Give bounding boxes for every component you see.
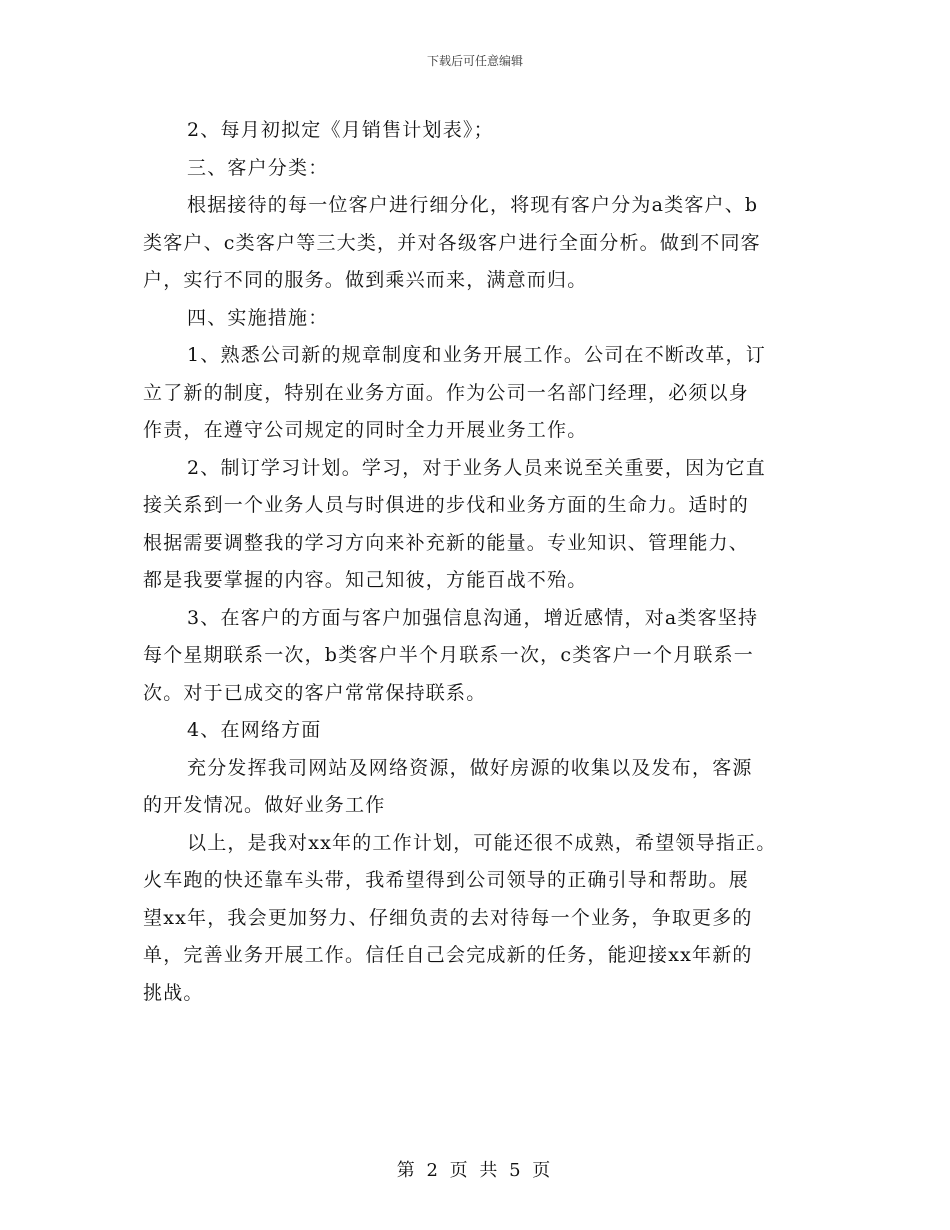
text-line: 作责，在遵守公司规定的同时全力开展业务工作。 [143,419,588,441]
text-line: 4、在网络方面 [187,719,322,741]
text-line: 的开发情况。做好业务工作 [143,794,386,816]
text-line: 次。对于已成交的客户常常保持联系。 [143,681,487,704]
text-line: 挑战。 [143,981,204,1004]
page-header: 下载后可任意编辑 [426,54,523,68]
text-line: 以上，是我对xx年的工作计划，可能还很不成熟，希望领导指正。 [187,831,777,854]
text-line: 单，完善业务开展工作。信任自己会完成新的任务，能迎接xx年新的 [143,944,753,966]
text-line: 2、制订学习计划。学习，对于业务人员来说至关重要，因为它直 [187,456,766,479]
text-line: 充分发挥我司网站及网络资源，做好房源的收集以及发布，客源 [187,756,753,779]
text-line: 类客户、c类客户等三大类，并对各级客户进行全面分析。做到不同客 [143,231,761,254]
text-line: 立了新的制度，特别在业务方面。作为公司一名部门经理，必须以身 [143,381,750,404]
text-line: 四、实施措施： [187,306,329,329]
text-line: 户，实行不同的服务。做到乘兴而来，满意而归。 [143,269,588,291]
text-line: 三、客户分类： [187,156,329,179]
document-body [143,112,823,1012]
page-footer: 第 2 页 共 5 页 [396,1160,554,1181]
text-line: 根据需要调整我的学习方向来补充新的能量。专业知识、管理能力、 [143,531,750,554]
text-line: 每个星期联系一次，b类客户半个月联系一次，c类客户一个月联系一 [143,644,755,666]
text-line: 根据接待的每一位客户进行细分化，将现有客户分为a类客户、b [187,194,759,216]
text-line: 望xx年，我会更加努力、仔细负责的去对待每一个业务，争取更多的 [143,906,753,929]
text-line: 接关系到一个业务人员与时俱进的步伐和业务方面的生命力。适时的 [143,494,750,516]
text-line: 3、在客户的方面与客户加强信息沟通，增近感情，对a类客坚持 [187,606,759,629]
text-line: 1、熟悉公司新的规章制度和业务开展工作。公司在不断改革，订 [187,344,766,366]
text-line: 2、每月初拟定《月销售计划表》； [187,119,494,141]
text-line: 火车跑的快还靠车头带，我希望得到公司领导的正确引导和帮助。展 [143,869,750,891]
text-line: 都是我要掌握的内容。知己知彼，方能百战不殆。 [143,569,588,591]
